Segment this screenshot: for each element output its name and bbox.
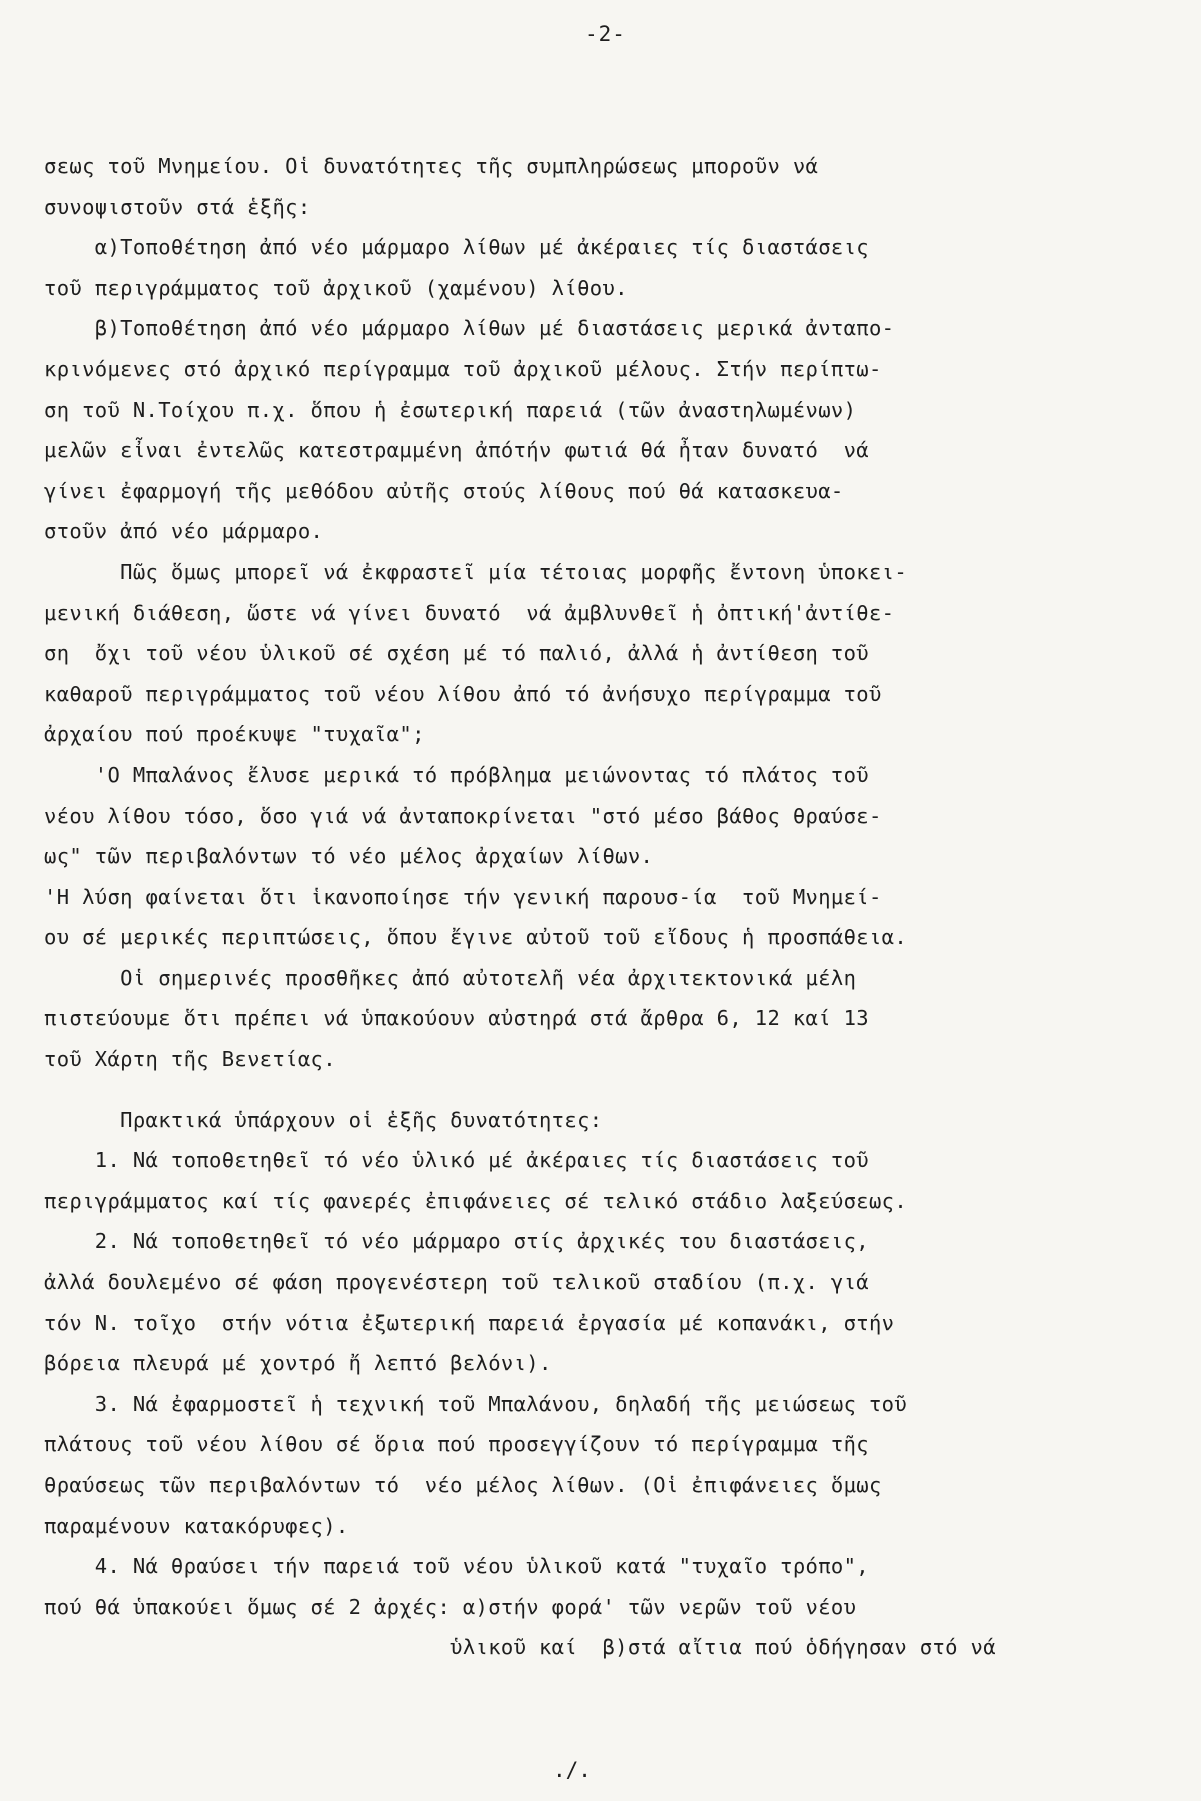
text-line: τόν Ν. τοῖχο στήν νότια ἐξωτερική παρειά ἐργασία μέ κοπανάκι, στήν: [44, 1310, 895, 1335]
text-line: στοῦν ἀπό νέο μάρμαρο.: [44, 519, 324, 544]
text-line: ση ὄχι τοῦ νέου ὑλικοῦ σέ σχέση μέ τό παλιό, ἀλλά ἡ ἀντίθεση τοῦ: [44, 641, 869, 666]
text-line: β)Τοποθέτηση ἀπό νέο μάρμαρο λίθων μέ διαστάσεις μερικά ἀνταπο-: [44, 316, 895, 341]
text-line: γίνει ἐφαρμογή τῆς μεθόδου αὐτῆς στούς λίθους πού θά κατασκευα-: [44, 478, 844, 503]
text-line: πιστεύουμε ὅτι πρέπει νά ὑπακούουν αὐστηρά στά ἄρθρα 6, 12 καί 13: [44, 1006, 869, 1031]
text-line: 'Η λύση φαίνεται ὅτι ἱκανοποίησε τήν γενική παρουσ-ία τοῦ Μνημεί-: [44, 884, 882, 909]
text-line: ὑλικοῦ καί β)στά αἴτια πού ὁδήγησαν στό νά: [44, 1635, 996, 1660]
text-line: βόρεια πλευρά μέ χοντρό ἤ λεπτό βελόνι).: [44, 1351, 552, 1376]
document-body: [44, 146, 1164, 1668]
text-line: ἀρχαίου πού προέκυψε "τυχαῖα";: [44, 722, 425, 747]
paragraph-gap: [44, 1080, 1164, 1100]
text-line: α)Τοποθέτηση ἀπό νέο μάρμαρο λίθων μέ ἀκέραιες τίς διαστάσεις: [44, 235, 869, 260]
text-line: 1. Νά τοποθετηθεῖ τό νέο ὑλικό μέ ἀκέραιες τίς διαστάσεις τοῦ: [44, 1148, 869, 1173]
text-line: νέου λίθου τόσο, ὅσο γιά νά ἀνταποκρίνεται "στό μέσο βάθος θραύσε-: [44, 803, 882, 828]
text-line: κρινόμενες στό ἀρχικό περίγραμμα τοῦ ἀρχικοῦ μέλους. Στήν περίπτω-: [44, 356, 882, 381]
text-line: συνοψιστοῦν στά ἑξῆς:: [44, 194, 311, 219]
text-line: ἀλλά δουλεμένο σέ φάση προγενέστερη τοῦ τελικοῦ σταδίου (π.χ. γιά: [44, 1270, 869, 1295]
text-line: Πῶς ὅμως μπορεῖ νά ἐκφραστεῖ μία τέτοιας μορφῆς ἔντονη ὑποκει-: [44, 559, 908, 584]
text-line: πού θά ὑπακούει ὅμως σέ 2 ἀρχές: α)στήν φορά' τῶν νερῶν τοῦ νέου: [44, 1594, 857, 1619]
text-line: 3. Νά ἐφαρμοστεῖ ἡ τεχνική τοῦ Μπαλάνου, δηλαδή τῆς μειώσεως τοῦ: [44, 1391, 908, 1416]
text-line: τοῦ Χάρτη τῆς Βενετίας.: [44, 1047, 336, 1072]
text-line: 2. Νά τοποθετηθεῖ τό νέο μάρμαρο στίς ἀρχικές του διαστάσεις,: [44, 1229, 869, 1254]
page-number: -2-: [585, 22, 626, 46]
text-line: ση τοῦ Ν.Τοίχου π.χ. ὅπου ἡ ἐσωτερική παρειά (τῶν ἀναστηλωμένων): [44, 397, 857, 422]
text-line: θραύσεως τῶν περιβαλόντων τό νέο μέλος λίθων. (Οἱ ἐπιφάνειες ὅμως: [44, 1473, 882, 1497]
continuation-mark: ./.: [553, 1758, 591, 1782]
text-line: ως" τῶν περιβαλόντων τό νέο μέλος ἀρχαίων λίθων.: [44, 844, 654, 869]
text-line: τοῦ περιγράμματος τοῦ ἀρχικοῦ (χαμένου) λίθου.: [44, 275, 628, 300]
text-line: 4. Νά θραύσει τήν παρειά τοῦ νέου ὑλικοῦ κατά "τυχαῖο τρόπο",: [44, 1554, 869, 1579]
text-line: 'Ο Μπαλάνος ἔλυσε μερικά τό πρόβλημα μειώνοντας τό πλάτος τοῦ: [44, 762, 869, 787]
text-line: σεως τοῦ Μνημείου. Οἱ δυνατότητες τῆς συμπληρώσεως μποροῦν νά: [44, 154, 819, 178]
text-line: παραμένουν κατακόρυφες).: [44, 1513, 349, 1538]
text-line: περιγράμματος καί τίς φανερές ἐπιφάνειες σέ τελικό στάδιο λαξεύσεως.: [44, 1188, 908, 1213]
text-line: Πρακτικά ὑπάρχουν οἱ ἑξῆς δυνατότητες:: [44, 1107, 603, 1132]
text-line: μενική διάθεση, ὥστε νά γίνει δυνατό νά ἀμβλυνθεῖ ἡ ὀπτική'ἀντίθε-: [44, 600, 895, 625]
text-line: ου σέ μερικές περιπτώσεις, ὅπου ἔγινε αὐτοῦ τοῦ εἴδους ἡ προσπάθεια.: [44, 925, 908, 950]
text-line: πλάτους τοῦ νέου λίθου σέ ὅρια πού προσεγγίζουν τό περίγραμμα τῆς: [44, 1432, 869, 1457]
text-line: μελῶν εἶναι ἐντελῶς κατεστραμμένη ἀπότήν φωτιά θά ἦταν δυνατό νά: [44, 438, 869, 463]
text-line: Οἱ σημερινές προσθῆκες ἀπό αὐτοτελῆ νέα ἀρχιτεκτονικά μέλη: [44, 965, 857, 990]
text-line: καθαροῦ περιγράμματος τοῦ νέου λίθου ἀπό τό ἀνήσυχο περίγραμμα τοῦ: [44, 681, 882, 706]
